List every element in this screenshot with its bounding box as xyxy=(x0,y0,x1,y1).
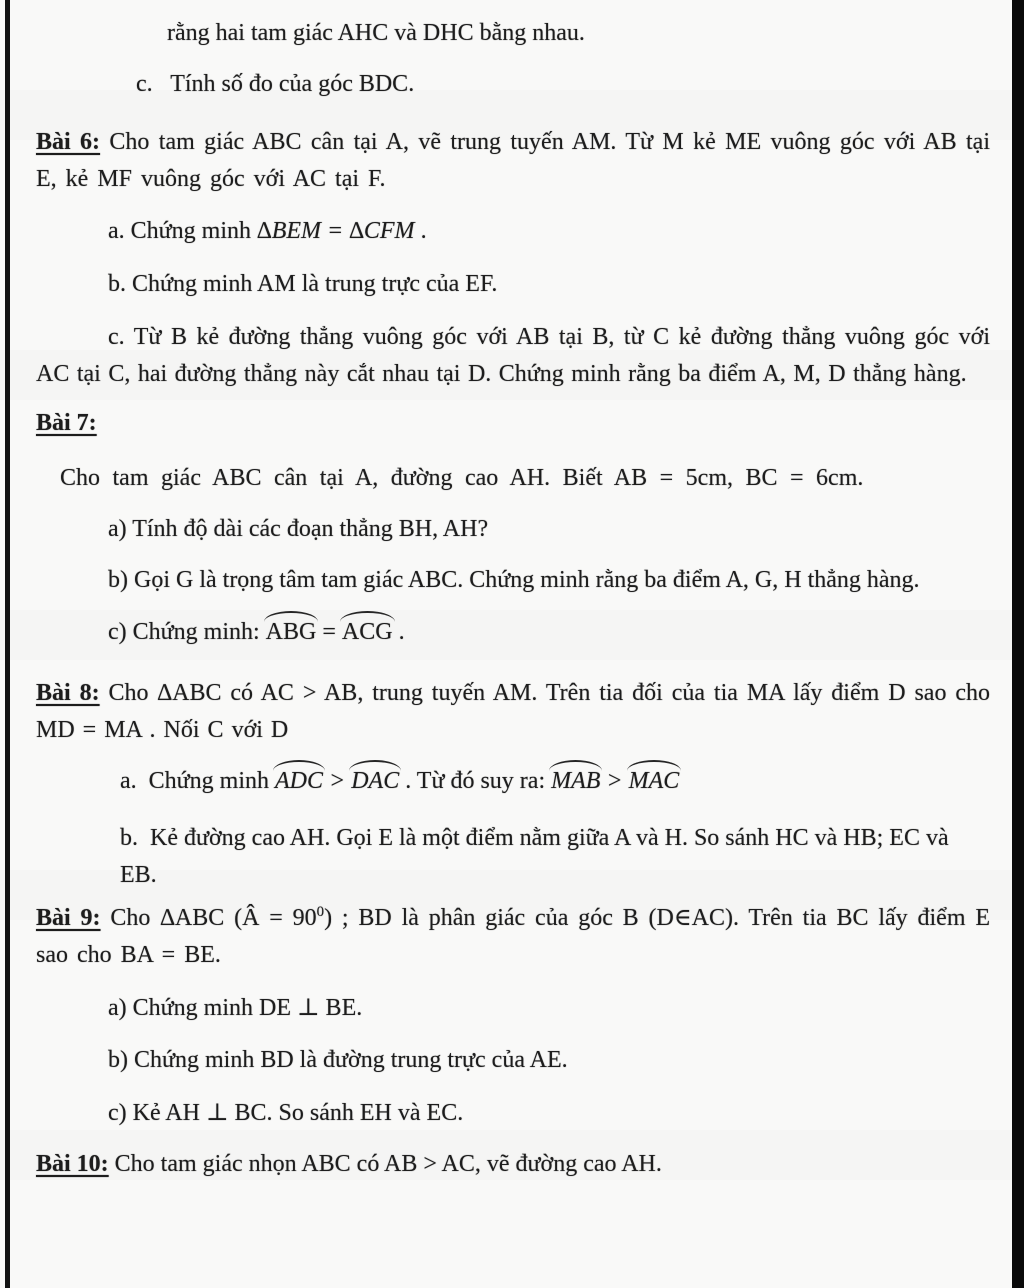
math-expression: > xyxy=(323,768,352,794)
exercise-header xyxy=(36,1146,990,1183)
list-item xyxy=(108,266,990,303)
text-run: Cho ∆ABC (Â = 90 xyxy=(100,905,317,931)
exercise-label: Bài 8: xyxy=(36,680,100,706)
list-item xyxy=(108,562,960,599)
exercise-header xyxy=(36,675,999,749)
math-expression: ∆BEM = ∆CFM xyxy=(257,218,415,244)
superscript: 0 xyxy=(316,904,325,920)
continuation-line xyxy=(167,15,990,52)
exercise-header xyxy=(36,124,1000,198)
text-run: b. Kẻ đường cao AH. Gọi E là một điểm nằm giữa A và H. So sánh HC và HB; EC và EB. xyxy=(120,825,955,888)
text-run: Cho tam giác ABC cân tại A, vẽ trung tuyến AM. Từ M kẻ ME vuông góc với AB tại E, kẻ MF vuông góc với AC tại F. xyxy=(36,129,1000,192)
text-run: . xyxy=(392,619,405,645)
angle-hat-notation: ACG xyxy=(341,619,393,645)
text-run: a) Chứng minh DE ⊥ BE. xyxy=(108,995,363,1021)
text-run: c) Chứng minh: xyxy=(108,619,266,645)
list-item xyxy=(108,614,990,651)
exercise-label: Bài 9: xyxy=(36,905,101,931)
exercise-header xyxy=(36,405,990,442)
angle-hat-notation: ADC xyxy=(275,768,324,794)
page-left-edge xyxy=(5,0,10,1288)
text-run: a) Tính độ dài các đoạn thẳng BH, AH? xyxy=(108,516,489,542)
text-run: c. Từ B kẻ đường thẳng vuông góc với AB tại B, từ C kẻ đường thẳng vuông góc với AC tại C, hai đường thẳng này cắt nhau tại D. Chứng minh rằng ba điểm A, M, D thẳng hàng. xyxy=(36,324,997,387)
list-item xyxy=(120,763,990,800)
angle-hat-notation: ABG xyxy=(265,619,317,645)
paragraph xyxy=(60,460,990,497)
list-item xyxy=(108,990,990,1027)
text-run: c) Kẻ AH ⊥ BC. So sánh EH và EC. xyxy=(108,1100,464,1126)
text-run: c. Tính số đo của góc BDC. xyxy=(136,71,415,97)
text-run: a. Chứng minh xyxy=(120,768,276,794)
math-expression: > xyxy=(600,768,629,794)
exercise-label: Bài 6: xyxy=(36,129,101,155)
list-item xyxy=(120,820,986,894)
exercise-label: Bài 10: xyxy=(36,1151,109,1177)
list-item xyxy=(36,319,997,393)
text-run: ) ; BD là phân giác của góc B (D∈AC). Trên tia BC lấy điểm E sao cho BA = BE. xyxy=(36,905,999,968)
list-item xyxy=(108,511,990,548)
page-right-edge xyxy=(1012,0,1024,1288)
text-run: b) Gọi G là trọng tâm tam giác ABC. Chứng minh rằng ba điểm A, G, H thẳng hàng. xyxy=(108,567,920,593)
document-page xyxy=(36,15,1000,1183)
angle-hat-notation: DAC xyxy=(351,768,400,794)
text-run: rằng hai tam giác AHC và DHC bằng nhau. xyxy=(167,20,585,46)
text-run: b) Chứng minh BD là đường trung trực của AE. xyxy=(108,1047,568,1073)
text-run: a. Chứng minh xyxy=(108,218,258,244)
text-run: Cho ∆ABC có AC > AB, trung tuyến AM. Trên tia đối của tia MA lấy điểm D sao cho MD = MA . Nối C với D xyxy=(36,680,999,743)
list-item xyxy=(136,66,990,103)
text-run: = xyxy=(316,619,342,645)
list-item xyxy=(108,1042,990,1079)
text-run: Cho tam giác ABC cân tại A, đường cao AH. Biết AB = 5cm, BC = 6cm. xyxy=(60,465,864,491)
text-run: Cho tam giác nhọn ABC có AB > AC, vẽ đường cao AH. xyxy=(108,1151,662,1177)
list-item xyxy=(108,1095,990,1132)
list-item xyxy=(108,213,990,250)
text-run: . xyxy=(414,218,427,244)
exercise-label: Bài 7: xyxy=(36,410,97,436)
angle-hat-notation: MAC xyxy=(628,768,680,794)
angle-hat-notation: MAB xyxy=(551,768,601,794)
text-run: b. Chứng minh AM là trung trực của EF. xyxy=(108,271,498,297)
exercise-header xyxy=(36,900,999,974)
text-run: . Từ đó suy ra: xyxy=(399,768,552,794)
